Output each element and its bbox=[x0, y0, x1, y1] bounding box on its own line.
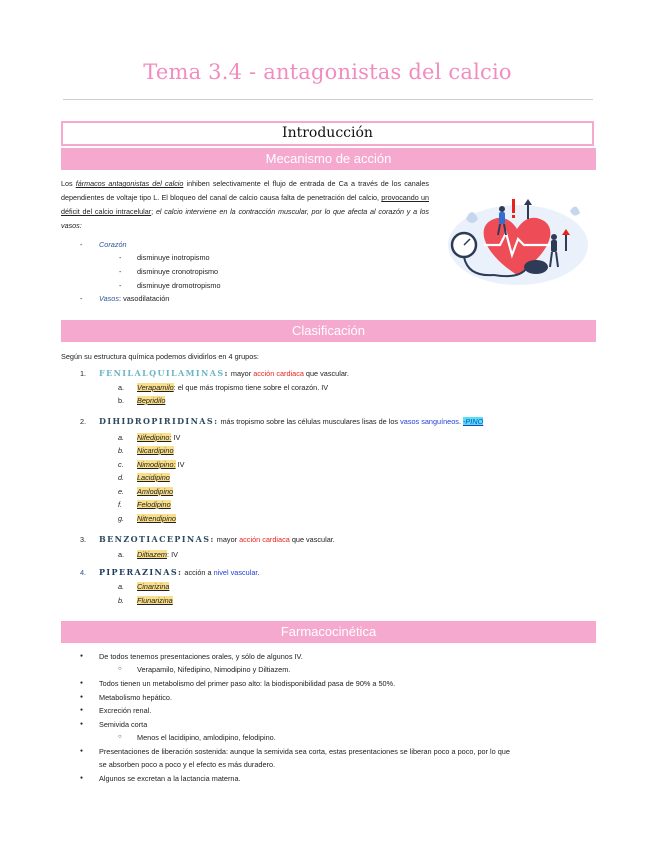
pk-item-renal: Excreción renal. bbox=[99, 706, 152, 715]
item-letter: a. bbox=[118, 383, 125, 392]
item-letter: d. bbox=[118, 473, 125, 482]
pk-subitem-excepciones: Menos el lacidipino, amlodipino, felodipino. bbox=[137, 733, 276, 742]
pk-item-presentaciones: De todos tenemos presentaciones orales, y sólo de algunos IV. bbox=[99, 652, 303, 661]
pk-item-semivida: Semivida corta bbox=[99, 720, 148, 729]
drug-nifedipino: Nifedipino: IV bbox=[137, 433, 181, 442]
item-letter: c. bbox=[118, 460, 124, 469]
item-letter: b. bbox=[118, 596, 125, 605]
drug-bepridilo: Bepridilo bbox=[137, 396, 166, 405]
sub-dash: - bbox=[119, 253, 122, 262]
drug-amlodipino: Amlodipino bbox=[137, 487, 174, 496]
group-piperazinas: PIPERAZINAS: acción a nivel vascular. bbox=[99, 567, 260, 577]
group-number: 3. bbox=[80, 535, 87, 544]
pk-item-liberacion-line2: se absorben poco a poco y el efecto es más duradero. bbox=[99, 760, 276, 769]
page-title: Tema 3.4 - antagonistas del calcio bbox=[143, 60, 512, 84]
drug-nitrendipino: Nitrendipino bbox=[137, 514, 176, 523]
item-letter: b. bbox=[118, 396, 125, 405]
section-band-mecanismo: Mecanismo de acción bbox=[61, 148, 596, 170]
sub-dash: - bbox=[119, 267, 122, 276]
pk-item-lactancia: Algunos se excretan a la lactancia materna. bbox=[99, 774, 241, 783]
sub-item-inotropismo: disminuye inotropismo bbox=[137, 253, 210, 262]
bullet-vasos: Vasos: vasodilatación bbox=[99, 294, 170, 303]
bullet-icon: ● bbox=[80, 694, 84, 700]
subbullet-icon: ○ bbox=[118, 734, 122, 740]
bullet-icon: ● bbox=[80, 653, 84, 659]
drug-nimodipino: Nimodipino: IV bbox=[137, 460, 185, 469]
bullet-icon: ● bbox=[80, 748, 84, 754]
title-divider bbox=[63, 99, 593, 100]
subbullet-icon: ○ bbox=[118, 666, 122, 672]
sub-item-cronotropismo: disminuye cronotropismo bbox=[137, 267, 219, 276]
sub-item-dromotropismo: disminuye dromotropismo bbox=[137, 281, 221, 290]
item-letter: g. bbox=[118, 514, 125, 523]
drug-verapamilo: Verapamilo: el que más tropismo tiene sobre el corazón. IV bbox=[137, 383, 329, 392]
group-dihidropiridinas: DIHIDROPIRIDINAS: más tropismo sobre las células musculares lisas de los vasos sanguíneos. -PINO bbox=[99, 416, 484, 426]
pk-item-liberacion-line1: Presentaciones de liberación sostenida: aunque la semivida sea corta, estas presentaciones se liberan poco a poco, por lo que bbox=[99, 747, 510, 756]
clasificacion-lead: Según su estructura química podemos dividirlos en 4 grupos: bbox=[61, 352, 259, 361]
group-benzotiacepinas: BENZOTIACEPINAS: mayor acción cardiaca que vascular. bbox=[99, 534, 335, 544]
section-title-introduccion: Introducción bbox=[61, 121, 594, 146]
group-number: 2. bbox=[80, 417, 87, 426]
bullet-icon: ● bbox=[80, 707, 84, 713]
heart-health-illustration bbox=[444, 189, 590, 289]
drug-cinarizina: Cinarizina bbox=[137, 582, 170, 591]
drug-diltiazem: Diltiazem: IV bbox=[137, 550, 178, 559]
item-letter: a. bbox=[118, 582, 125, 591]
pk-item-hepatico: Metabolismo hepático. bbox=[99, 693, 173, 702]
bullet-icon: ● bbox=[80, 680, 84, 686]
group-fenilalquilaminas: FENILALQUILAMINAS: mayor acción cardiaca que vascular. bbox=[99, 368, 349, 378]
drug-lacidipino: Lacidipino bbox=[137, 473, 170, 482]
drug-felodipino: Felodipino bbox=[137, 500, 171, 509]
bullet-corazon: Corazón bbox=[99, 240, 127, 249]
item-letter: a. bbox=[118, 550, 125, 559]
pk-subitem-iv-drugs: Verapamilo, Nifedipino, Nimodipino y Diltiazem. bbox=[137, 665, 291, 674]
drug-flunarizina: Flunarizina bbox=[137, 596, 173, 605]
section-band-farmacocinetica: Farmacocinética bbox=[61, 621, 596, 643]
item-letter: e. bbox=[118, 487, 125, 496]
section-band-clasificacion: Clasificación bbox=[61, 320, 596, 342]
drug-nicardipino: Nicardipino bbox=[137, 446, 174, 455]
bullet-icon: ● bbox=[80, 721, 84, 727]
item-letter: f. bbox=[118, 500, 123, 509]
bullet-dash: - bbox=[80, 240, 83, 249]
pk-item-primer-paso: Todos tienen un metabolismo del primer paso alto: la biodisponibilidad pasa de 90% a 50%. bbox=[99, 679, 396, 688]
mechanism-paragraph: Los fármacos antagonistas del calcio inhiben selectivamente el flujo de entrada de Ca a través de los canales dependientes de voltaje tipo L. El bloqueo del canal de calcio causa falta de penetración del calcio, provocando un déficit del calcio intracelular; el calcio interviene en la contracción muscular, por lo que afecta al corazón y a los vasos: bbox=[61, 179, 430, 230]
item-letter: b. bbox=[118, 446, 125, 455]
sub-dash: - bbox=[119, 281, 122, 290]
item-letter: a. bbox=[118, 433, 125, 442]
group-number: 1. bbox=[80, 369, 87, 378]
group-number: 4. bbox=[80, 568, 87, 577]
bullet-dash: - bbox=[80, 294, 83, 303]
bullet-icon: ● bbox=[80, 775, 84, 781]
